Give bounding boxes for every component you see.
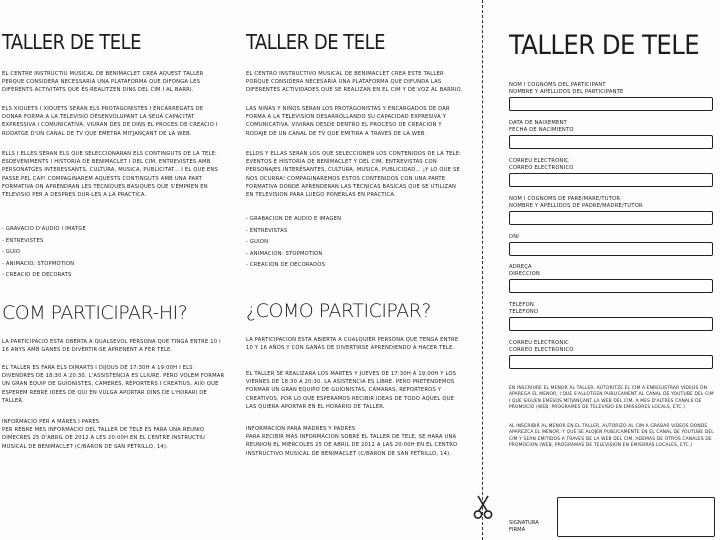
consent-spanish: AL INSCRIBIR AL MENOR EN EL TALLER, AUTORIZO AL CIM A GRABAR VIDEOS DONDE APAREZCA EL MENOR, Y QUE SE ALOJEN PUBLICAMENTE EN EL CANAL DE YOUTUBE DEL CIM Y SEAN EMITIDOS A TRAVES DE LA WEB DEL CIM, ADEMAS DE OTROS CANALES DE PROMOCION (WEB, PROGRAMAS DE TELEVISION EN EMISORAS LOCALES, ETC.) <box>509 424 714 449</box>
list-item: - GUION <box>246 239 269 246</box>
spanish-skills-list <box>246 214 341 272</box>
list-item: - ENTREVISTAS <box>246 227 288 234</box>
spanish-intro-1: EL CENTRO INSTRUCTIVO MUSICAL DE BENIMACLET CREA ESTE TALLER PORQUE CONSIDERA NECESARIA UNA PLATAFORMA QUE DIFUNDA LAS DIFERENTES ACTIVIDADES QUE SE REALIZAN EN EL CIM Y DE VOZ AL BARRIO. <box>246 71 463 94</box>
spanish-intro-2: LAS NIÑAS Y NIÑOS SERAN LOS PROTAGONISTAS Y ENCARGADOS DE DAR FORMA A LA TELEVISION DESARROLLANDO SU CAPACIDAD EXPRESIVA Y COMUNICATIVA. VIVIRAN DESDE DENTRO EL PROCESO DE CREACION Y RODAJE DE UN CANAL DE TV QUE EMITIRA A TRAVES DE LA WEB. <box>246 106 450 137</box>
scissors-icon <box>472 494 494 520</box>
phone-input[interactable] <box>509 317 713 331</box>
list-item: - ANIMACION: STOPMOTION <box>246 250 323 257</box>
address-field <box>509 264 713 293</box>
field-label: CORREU ELECTRONIC CORREO ELECTRONICO <box>509 340 574 354</box>
signature-input[interactable] <box>557 497 715 537</box>
field-label: TELEFON TELEFONO <box>509 302 539 316</box>
catalan-participate-title: COM PARTICIPAR-HI? <box>2 302 188 324</box>
participant-name-field <box>509 82 713 111</box>
spanish-participate-title: ¿COMO PARTICIPAR? <box>246 300 431 322</box>
guardian-name-input[interactable] <box>509 211 713 225</box>
signature-label: SIGNATURA FIRMA <box>509 520 539 534</box>
field-label: ADREÇA DIRECCION <box>509 264 540 278</box>
birth-date-input[interactable] <box>509 135 713 149</box>
field-label: CORREU ELECTRONIC CORREO ELECTRONICO <box>509 158 574 172</box>
catalan-participate-2: EL TALLER ES FARA ELS DIMARTS I DIJOUS DE 17:30H A 19:00H I ELS DIVENDRES DE 18:30 A 20:30. L'ASSISTENCIA ES LLIURE. PERO VOLEM FORMAR UN GRAN EQUIP DE GUIONISTES, CAMERES, REPORTERS I CREATIUS, AIXI QUE ESPEREM REBRE IDEES DE QUI EN VULGA APORTAR DINS DE L'HORARI DE TALLER. <box>2 365 225 404</box>
list-item: - CREACIO DE DECORATS <box>2 272 72 279</box>
birth-date-field <box>509 120 713 149</box>
field-label: NOM I COGNOMS DEL PARTICIPANT NOMBRE Y APELLIDOS DEL PARTICIPANTE <box>509 82 624 96</box>
spanish-intro-3: ELLOS Y ELLAS SERAN LOS QUE SELECCIONEN LOS CONTENIDOS DE LA TELE: EVENTOS E HISTORIA DE BENIMACLET Y DEL CIM, ENTREVISTAS CON PERSONAJES INTERESANTES, CULTURA, MUSICA, PUBLICIDAD... ¡Y LO QUE SE NOS OCURRA! COMPAGINAREMOS ESTOS CONTENIDOS CON UNA PARTE FORMATIVA DONDE APRENDERAN LAS TECNICAS BASICAS QUE SE UTILIZAN EN TELEVISION PARA LUEGO PONERLAS EN PRACTICA. <box>246 151 462 199</box>
list-item: - CREACION DE DECORADOS <box>246 262 326 269</box>
catalan-intro-1: EL CENTRE INSTRUCTIU MUSICAL DE BENIMACLET CREA AQUEST TALLER PERQUE CONSIDERA NECESSARIA UNA PLATAFORMA QUE DIFONGA LES DIFERENTS ACTIVITATS QUE ES REALITZEN DINS DEL CIM I AL BARRI. <box>2 71 204 94</box>
catalan-intro-2: ELS XIQUETS I XIQUETS SERAN ELS PROTAGONISTES I ENCARREGATS DE DONAR FORMA A LA TELEVISIO DESENVOLUPANT LA SEUA CAPACITAT EXPRESSIVA I COMUNICATIVA. VIURAN DES DE DINS EL PROCES DE CREACIO I RODATGE D'UN CANAL DE TV QUE EMETRA MITJANÇANT DE LA WEB. <box>2 106 218 137</box>
guardian-email-input[interactable] <box>509 355 713 369</box>
form-title: TALLER DE TELE <box>509 30 700 61</box>
participant-email-field <box>509 158 713 187</box>
guardian-email-field <box>509 340 713 369</box>
catalan-skills-list <box>2 224 86 282</box>
address-input[interactable] <box>509 279 713 293</box>
catalan-title: TALLER DE TELE <box>2 30 142 54</box>
participant-email-input[interactable] <box>509 173 713 187</box>
list-item: - GUIO <box>2 249 21 256</box>
phone-field <box>509 302 713 331</box>
spanish-participate-2: EL TALLER SE REALIZARA LOS MARTES Y JUEVES DE 17:30H A 19:00H Y LOS VIERNES DE 18:30 A 20:30. LA ASISTENCIA ES LIBRE. PERO PRETENDEMOS FORMAR UN GRAN EQUIPO DE GUIONISTAS, CAMARAS, REPORTEROS Y CREATIVOS, POR LO QUE ESPERAMOS RECIBIR IDEAS DE TODO AQUEL QUE LAS QUIERA APORTAR EN EL HORARIO DE TALLER. <box>246 371 457 410</box>
field-label: NOM I COGNOMS DE PARE/MARE/TUTOR NOMBRE Y APELLIDOS DE PADRE/MADRE/TUTOR <box>509 196 643 210</box>
cut-line <box>482 0 483 540</box>
field-label: DATA DE NAIXEMENT FECHA DE NACIMIENTO <box>509 120 574 134</box>
dni-input[interactable] <box>509 242 713 256</box>
spanish-participate-3: INFORMACION PARA MADRES Y PADRES PARA RECIBIR MAS INFORMACION SOBRE EL TALLER DE TELE, SE HARA UNA REUNION EL MIERCOLES 25 DE ABRIL DE 2012 A LAS 20:00H EN EL CENTRO INSTRUCTIVO MUSICAL DE BENIMACLET (C/BARON DE SAN PETRILLO, 14). <box>246 426 458 457</box>
participant-name-input[interactable] <box>509 97 713 111</box>
list-item: - GRABACION DE AUDIO E IMAGEN <box>246 216 342 222</box>
list-item: - ANIMACIO: STOPMOTION <box>2 260 75 267</box>
dni-field <box>509 234 713 256</box>
guardian-name-field <box>509 196 713 225</box>
catalan-participate-3: INFORMACIO PER A MARES I PARES PER REBRE MES INFORMACIO DEL TALLER DE TELE ES FARA UNA REUNIO DIMECRES 25 D'ABRIL DE 2012 A LES 20:00H EN EL CENTRE INSTRUCTIU MUSICAL DE BENIMACLET (C/BARON DE SAN PETRILLO, 14). <box>2 419 206 450</box>
list-item: - ENTREVISTES <box>2 237 44 244</box>
spanish-participate-1: LA PARTICIPACION ESTA ABIERTA A CUALQUIER PERSONA QUE TENGA ENTRE 10 Y 16 AÑOS Y CON GANAS DE DIVERTIRSE APRENDIENDO A HACER TELE. <box>246 337 459 352</box>
spanish-title: TALLER DE TELE <box>246 30 386 54</box>
catalan-participate-1: LA PARTICIPACIO ESTA OBERTA A QUALSEVOL PERSONA QUE TINGA ENTRE 10 I 16 ANYS AMB GANES DE DIVERTIR-SE APRENENT A FER TELE. <box>2 339 221 354</box>
consent-catalan: EN INSCRIURE EL MENOR AL TALLER, AUTORITZE EL CIM A ENREGISTRAR VIDEOS ON APAREGA EL MENOR, I QUE S'ALLOTGEN PUBLICAMENT AL CANAL DE YOUTUBE DEL CIM I QUE SIGUEN EMESOS MITJANÇANT LA WEB DEL CIM, A MES D'ALTRES CANALS DE PROMOCIO (WEB, PROGRAMES DE TELEVISIO EN EMISSORES LOCALS, ETC.) <box>509 386 714 411</box>
list-item: - GRAVACIO D'AUDIO I IMATGE <box>2 226 86 232</box>
field-label: DNI <box>509 234 520 240</box>
catalan-intro-3: ELLS I ELLES SERAN ELS QUE SELECCIONARAN ELS CONTINGUTS DE LA TELE: ESDEVENIMENTS I HISTORIA DE BENIMACLET I DEL CIM, ENTREVISTES AMB PERSONATGES INTERESSANTS, CULTURA, MUSICA, PUBLICITAT... I EL QUE ENS PASSE PEL CAP! COMPAGINAREM AQUESTS CONTINGUTS AMB UNA PART FORMATIVA ON APRENDRAN LES TECNIQUES BASIQUES QUE S'EMPREN EN TELEVISIO PER A DESPRES DUR-LES A LA PRACTICA. <box>2 151 218 199</box>
